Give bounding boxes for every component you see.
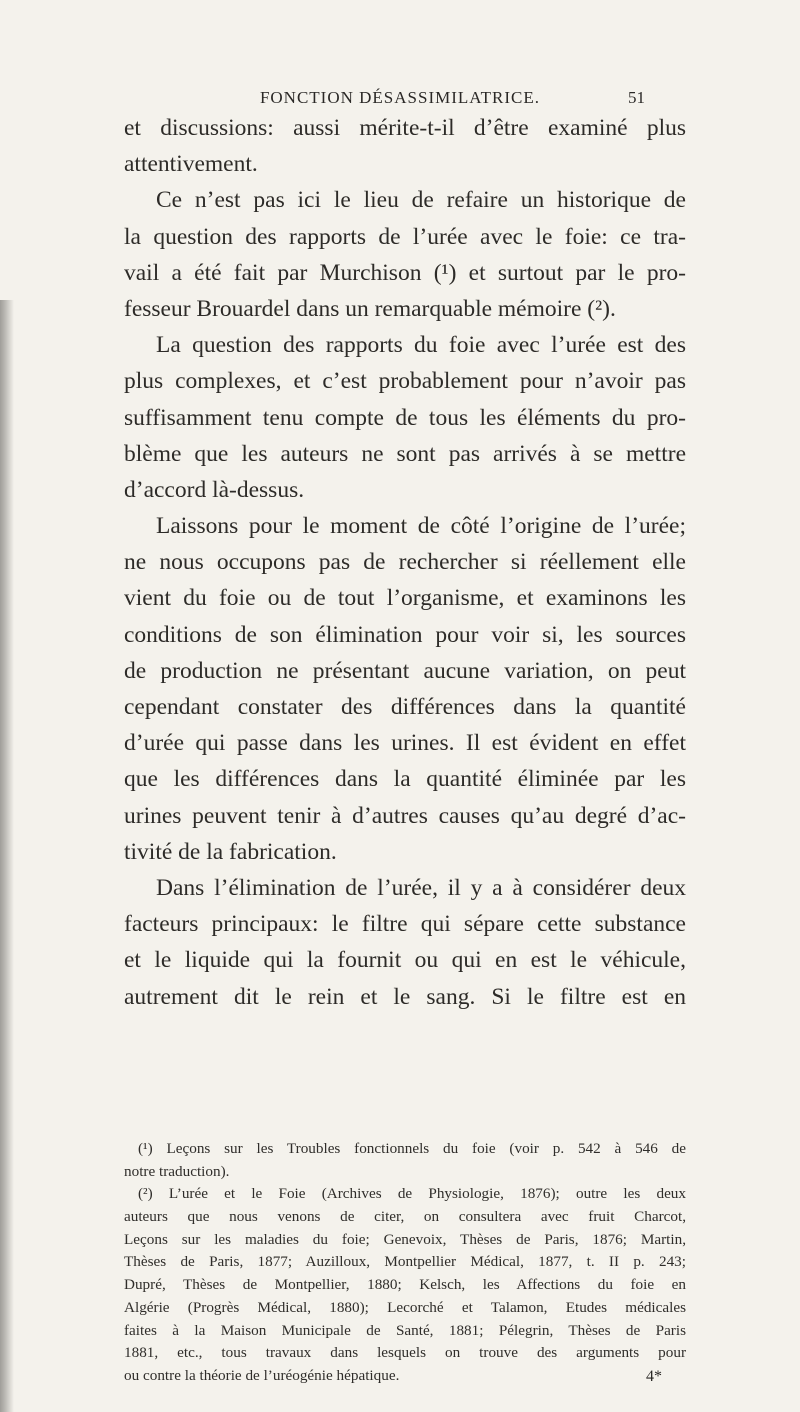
footnote-line: Algérie (Progrès Médical, 1880); Lecorché et Talamon, Etudes médicales bbox=[124, 1298, 686, 1316]
footnote-line: Thèses de Paris, 1877; Auzilloux, Montpellier Médical, 1877, t. II p. 243; bbox=[124, 1253, 686, 1271]
footnote-line: (²) L’urée et le Foie (Archives de Physiologie, 1876); outre les deux bbox=[138, 1185, 686, 1203]
signature-mark: 4* bbox=[646, 1368, 662, 1385]
footnote-line: 1881, etc., tous travaux dans lesquels on trouve des arguments pour bbox=[124, 1344, 686, 1362]
body-line: Ce n’est pas ici le lieu de refaire un historique de bbox=[156, 187, 686, 214]
footnote-line: auteurs que nous venons de citer, on consultera avec fruit Charcot, bbox=[124, 1208, 686, 1226]
body-line: ne nous occupons pas de rechercher si réellement elle bbox=[124, 549, 686, 576]
body-line: et le liquide qui la fournit ou qui en est le véhicule, bbox=[124, 947, 686, 974]
body-line: facteurs principaux: le filtre qui sépare cette substance bbox=[124, 911, 686, 938]
footnote-line: faites à la Maison Municipale de Santé, 1881; Pélegrin, Thèses de Paris bbox=[124, 1321, 686, 1339]
body-line: tivité de la fabrication. bbox=[124, 838, 337, 865]
page-number: 51 bbox=[628, 88, 645, 107]
body-line: blème que les auteurs ne sont pas arrivés à se mettre bbox=[124, 440, 686, 467]
body-line: que les différences dans la quantité éliminée par les bbox=[124, 766, 686, 793]
body-line: plus complexes, et c’est probablement pour n’avoir pas bbox=[124, 368, 686, 395]
body-line: la question des rapports de l’urée avec le foie: ce tra- bbox=[124, 223, 686, 250]
binding-shadow bbox=[0, 300, 14, 1412]
running-head: FONCTION DÉSASSIMILATRICE. bbox=[259, 88, 541, 107]
body-line: suffisamment tenu compte de tous les éléments du pro- bbox=[124, 404, 686, 431]
footnote-line: Dupré, Thèses de Montpellier, 1880; Kelsch, les Affections du foie en bbox=[124, 1276, 686, 1294]
body-line: vail a été fait par Murchison (¹) et surtout par le pro- bbox=[124, 259, 686, 286]
body-line: d’urée qui passe dans les urines. Il est évident en effet bbox=[124, 730, 686, 757]
body-line: d’accord là-dessus. bbox=[124, 476, 305, 503]
body-line: de production ne présentant aucune variation, on peut bbox=[124, 657, 686, 684]
body-line: autrement dit le rein et le sang. Si le filtre est en bbox=[124, 983, 686, 1010]
body-text bbox=[124, 110, 686, 1015]
body-line: attentivement. bbox=[124, 151, 258, 178]
body-line: fesseur Brouardel dans un remarquable mémoire (²). bbox=[124, 295, 616, 322]
footnote-line: (¹) Leçons sur les Troubles fonctionnels du foie (voir p. 542 à 546 de bbox=[138, 1140, 686, 1157]
body-line: conditions de son élimination pour voir si, les sources bbox=[124, 621, 686, 648]
body-line: vient du foie ou de tout l’organisme, et examinons les bbox=[124, 585, 686, 612]
body-line: Laissons pour le moment de côté l’origine de l’urée; bbox=[156, 513, 686, 540]
footnote-line: Leçons sur les maladies du foie; Genevoix, Thèses de Paris, 1876; Martin, bbox=[124, 1230, 686, 1248]
body-line: cependant constater des différences dans la quantité bbox=[124, 694, 686, 720]
body-line: La question des rapports du foie avec l’urée est des bbox=[156, 332, 686, 359]
footnote-line: ou contre la théorie de l’uréogénie hépatique. bbox=[124, 1366, 400, 1384]
footnotes bbox=[124, 1138, 686, 1388]
body-line: urines peuvent tenir à d’autres causes qu’au degré d’ac- bbox=[124, 802, 686, 829]
body-line: Dans l’élimination de l’urée, il y a à considérer deux bbox=[156, 874, 686, 901]
body-line: et discussions: aussi mérite-t-il d’être examiné plus bbox=[124, 115, 686, 141]
footnote-line: notre traduction). bbox=[124, 1162, 230, 1180]
